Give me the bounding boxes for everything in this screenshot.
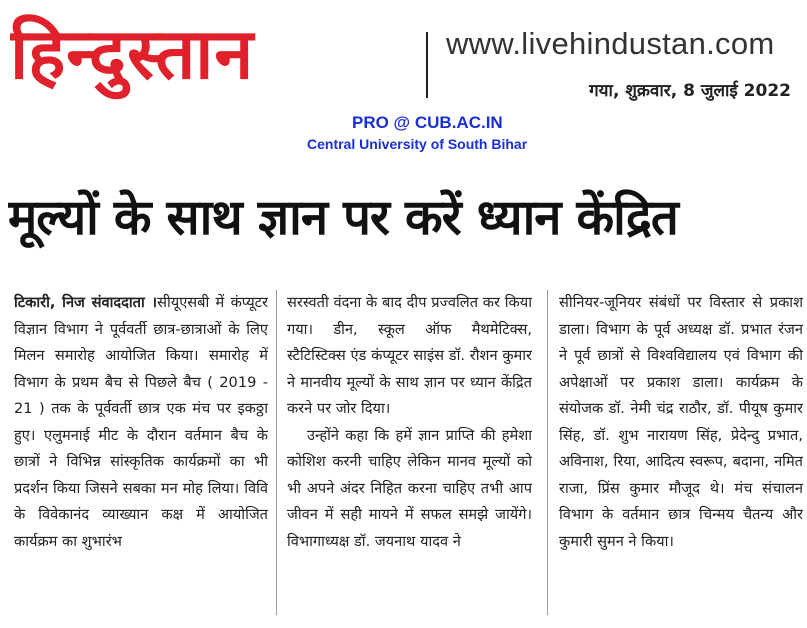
newspaper-logo: हिन्दुस्तान <box>10 12 255 95</box>
article-headline: मूल्यों के साथ ज्ञान पर करें ध्यान केंद्रित <box>8 189 678 246</box>
article-column-2 <box>287 290 532 620</box>
column-divider <box>547 290 548 615</box>
column-3-text: सीनियर-जूनियर संबंधों पर विस्तार से प्रकाश डाला। विभाग के पूर्व अध्यक्ष डॉ. प्रभात रंजन ने पूर्व छात्रों से विश्वविद्यालय एवं विभाग की अपेक्षाओं पर प्रकाश डाला। कार्यक्रम के संयोजक डॉ. नेमी चंद्र राठौर, डॉ. पीयूष कुमार सिंह, डॉ. शुभ नारायण सिंह, प्रेदेन्दु प्रभात, अविनाश, रिया, आदित्य स्वरूप, बदाना, नमित राजा, प्रिंस कुमार मौजूद थे। मंच संचालन विभाग के वर्तमान छात्र चिन्मय चैतन्य और कुमारी सुमन ने किया। <box>559 294 803 550</box>
website-url: www.livehindustan.com <box>446 26 775 61</box>
masthead-divider <box>426 32 428 98</box>
pro-stamp: PRO @ CUB.AC.IN <box>352 113 503 132</box>
article-column-1 <box>14 290 268 620</box>
dateline: गया, शुक्रवार, 8 जुलाई 2022 <box>589 81 791 101</box>
university-stamp: Central University of South Bihar <box>307 136 528 152</box>
column-2-paragraph-2: उन्होंने कहा कि हमें ज्ञान प्राप्ति की हमेशा कोशिश करनी चाहिए लेकिन मानव मूल्यों को भी अपने अंदर निहित करना चाहिए तभी आप जीवन में सही मायने में सफल समझे जायेंगे। विभागाध्यक्ष डॉ. जयनाथ यादव ने <box>287 426 532 550</box>
article-column-3 <box>559 290 803 620</box>
column-1-text: सीयूएसबी में कंप्यूटर विज्ञान विभाग ने पूर्ववर्ती छात्र-छात्राओं के लिए मिलन समारोह आयोजित किया। समारोह में विभाग के प्रथम बैच से पिछले बैच ( 2019 - 21 ) तक के पूर्ववर्ती छात्र एक मंच पर इकठ्ठा हुए। एलुमनाई मीट के दौरान वर्तमान बैच के छात्रों ने विभिन्न सांस्कृतिक कार्यक्रमों का भी प्रदर्शन किया जिसने सबका मन मोह लिया। विवि के विवेकानंद व्याख्यान कक्ष में आयोजित कार्यक्रम का शुभारंभ <box>14 294 268 550</box>
byline: टिकारी, निज संवाददाता । <box>14 294 158 311</box>
column-2-paragraph-1: सरस्वती वंदना के बाद दीप प्रज्वलित कर किया गया। डीन, स्कूल ऑफ मैथमेटिक्स, स्टैटिस्टिक्स एंड कंप्यूटर साइंस डॉ. रौशन कुमार ने मानवीय मूल्यों के साथ ज्ञान पर ध्यान केंद्रित करने पर जोर दिया। <box>287 294 532 417</box>
column-divider <box>276 290 277 615</box>
